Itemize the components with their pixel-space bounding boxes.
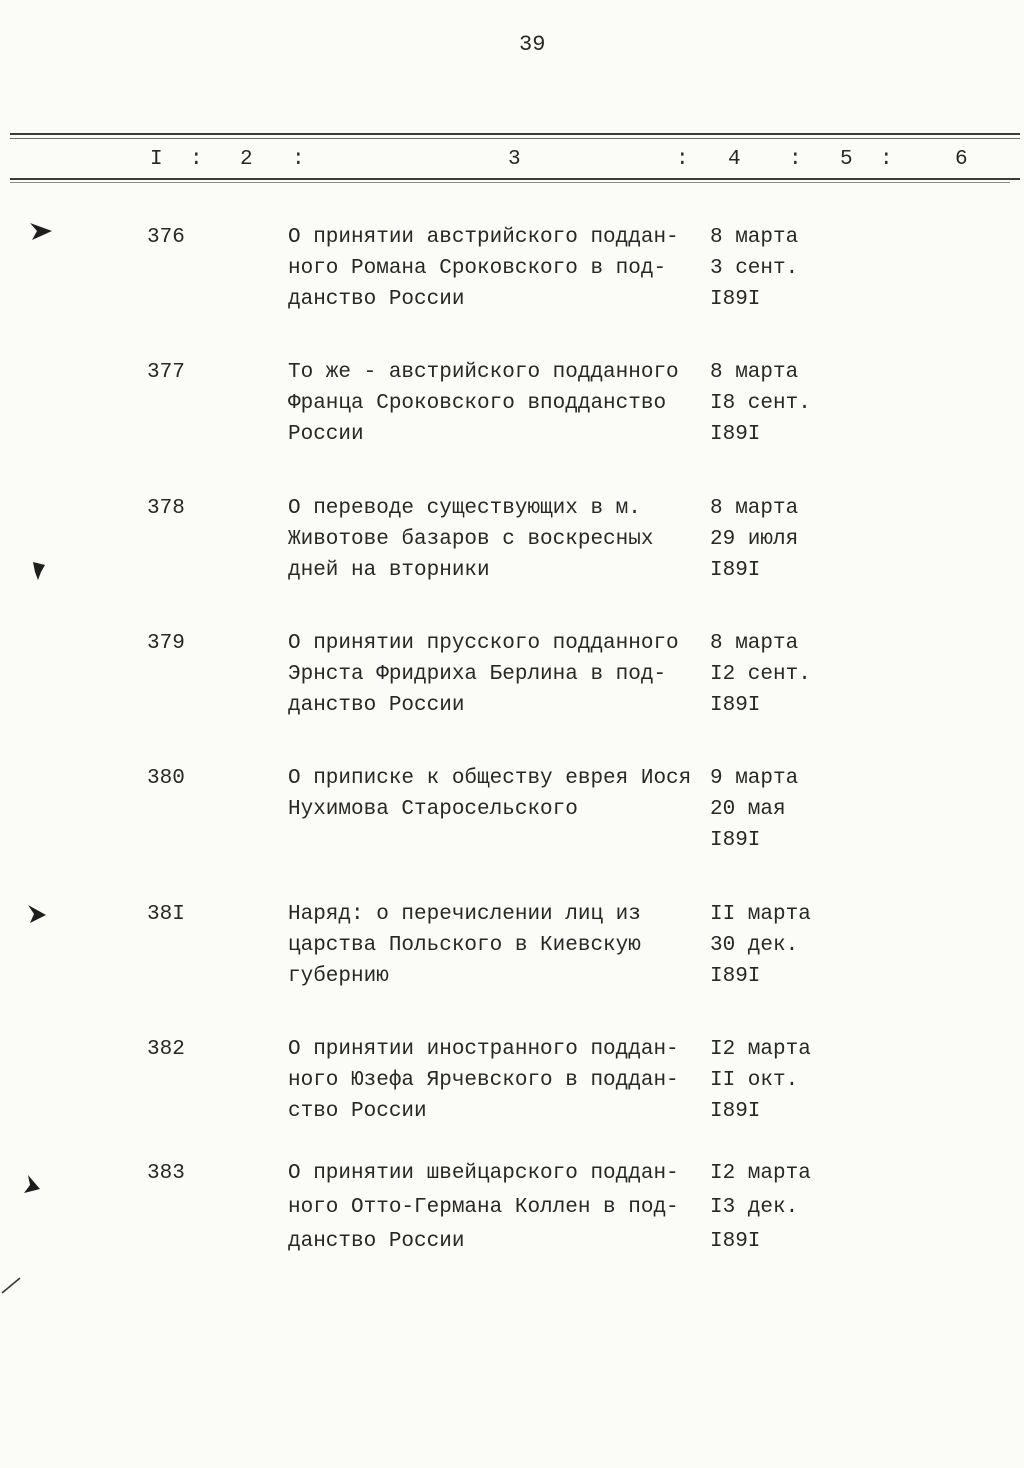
entry-title-line: ного Романа Сроковского в под- xyxy=(288,257,667,280)
entry-title-line: дней на вторники xyxy=(288,559,490,582)
entry-title-line: данство России xyxy=(288,1230,465,1253)
entry-dates xyxy=(710,357,811,450)
page-number: 39 xyxy=(519,32,546,57)
entry-dates-line: I89I xyxy=(710,694,761,717)
entry-title-line: данство России xyxy=(288,694,465,717)
entry-dates-line: 29 июля xyxy=(710,528,799,551)
entry-title xyxy=(288,1034,679,1127)
entry-dates-line: I89I xyxy=(710,965,761,988)
column-header-4: 4 xyxy=(728,148,741,171)
entry-dates-line: I89I xyxy=(710,288,761,311)
entry-dates-line: 9 марта xyxy=(710,767,799,790)
entry-title-line: О приписке к обществу еврея Иося xyxy=(288,767,692,790)
entry-dates xyxy=(710,1034,811,1127)
entry-number: 380 xyxy=(147,767,185,790)
entry-title xyxy=(288,357,679,450)
column-header-5: 5 xyxy=(840,148,853,171)
entry-title-line: То же - австрийского подданного xyxy=(288,361,679,384)
column-separator: : xyxy=(789,148,802,171)
column-separator: : xyxy=(292,148,305,171)
entry-title-line: ного Отто-Германа Коллен в под- xyxy=(288,1196,679,1219)
margin-arrow-mark-icon xyxy=(20,1173,44,1197)
entry-number: 383 xyxy=(147,1162,185,1185)
column-header-1: I xyxy=(150,148,163,171)
entry-number: 382 xyxy=(147,1038,185,1061)
entry-dates-line: 20 мая xyxy=(710,798,786,821)
entry-title xyxy=(288,899,641,992)
entry-title-line: Животове базаров с воскресных xyxy=(288,528,654,551)
entry-title xyxy=(288,628,679,721)
entry-title xyxy=(288,763,691,825)
entry-title xyxy=(288,222,679,315)
entry-dates-line: 8 марта xyxy=(710,497,799,520)
entry-dates-line: 8 марта xyxy=(710,361,799,384)
entry-dates xyxy=(710,628,811,721)
entry-title-line: царства Польского в Киевскую xyxy=(288,934,641,957)
entry-dates xyxy=(710,493,798,586)
column-header-3: 3 xyxy=(508,148,521,171)
entry-title-line: Эрнста Фридриха Берлина в под- xyxy=(288,663,667,686)
entry-dates-line: 8 марта xyxy=(710,226,799,249)
entry-title-line: О переводе существующих в м. xyxy=(288,497,641,520)
entry-dates-line: II окт. xyxy=(710,1069,799,1092)
entry-dates-line: I89I xyxy=(710,423,761,446)
column-separator: : xyxy=(676,148,689,171)
margin-arrow-mark-icon xyxy=(28,220,54,242)
entry-title-line: губернию xyxy=(288,965,389,988)
entry-dates-line: I3 дек. xyxy=(710,1196,799,1219)
entry-title-line: ного Юзефа Ярчевского в поддан- xyxy=(288,1069,679,1092)
entry-title xyxy=(288,493,653,586)
column-separator: : xyxy=(880,148,893,171)
column-header-6: 6 xyxy=(955,148,968,171)
entry-number: 379 xyxy=(147,632,185,655)
margin-arrow-mark-icon xyxy=(26,903,48,925)
entry-title-line: данство России xyxy=(288,288,465,311)
entry-dates-line: 3 сент. xyxy=(710,257,799,280)
entry-title xyxy=(288,1157,679,1259)
column-header-2: 2 xyxy=(240,148,253,171)
entry-dates-line: 30 дек. xyxy=(710,934,799,957)
entry-title-line: Франца Сроковского вподданство xyxy=(288,392,667,415)
margin-pencil-stroke-icon xyxy=(0,1276,22,1296)
column-separator: : xyxy=(190,148,203,171)
margin-arrow-mark-icon xyxy=(30,560,48,582)
entry-title-line: Наряд: о перечислении лиц из xyxy=(288,903,641,926)
entry-title-line: Нухимова Старосельского xyxy=(288,798,578,821)
entry-dates-line: I2 марта xyxy=(710,1038,811,1061)
entry-title-line: О принятии австрийского поддан- xyxy=(288,226,679,249)
entry-dates xyxy=(710,899,811,992)
entry-number: 378 xyxy=(147,497,185,520)
entry-dates-line: I89I xyxy=(710,829,761,852)
entry-title-line: О принятии иностранного поддан- xyxy=(288,1038,679,1061)
entry-dates-line: I89I xyxy=(710,559,761,582)
entry-title-line: ство России xyxy=(288,1100,427,1123)
entry-dates xyxy=(710,763,798,856)
entry-number: 38I xyxy=(147,903,185,926)
entry-dates-line: 8 марта xyxy=(710,632,799,655)
entry-title-line: России xyxy=(288,423,364,446)
entry-dates-line: I89I xyxy=(710,1230,761,1253)
entry-number: 377 xyxy=(147,361,185,384)
entry-dates-line: I2 марта xyxy=(710,1162,811,1185)
entry-dates xyxy=(710,1157,811,1259)
entry-title-line: О принятии швейцарского поддан- xyxy=(288,1162,679,1185)
entry-dates xyxy=(710,222,798,315)
entry-dates-line: I89I xyxy=(710,1100,761,1123)
entry-dates-line: I8 сент. xyxy=(710,392,811,415)
entry-title-line: О принятии прусского подданного xyxy=(288,632,679,655)
entry-dates-line: I2 сент. xyxy=(710,663,811,686)
entry-dates-line: II марта xyxy=(710,903,811,926)
entry-number: 376 xyxy=(147,226,185,249)
